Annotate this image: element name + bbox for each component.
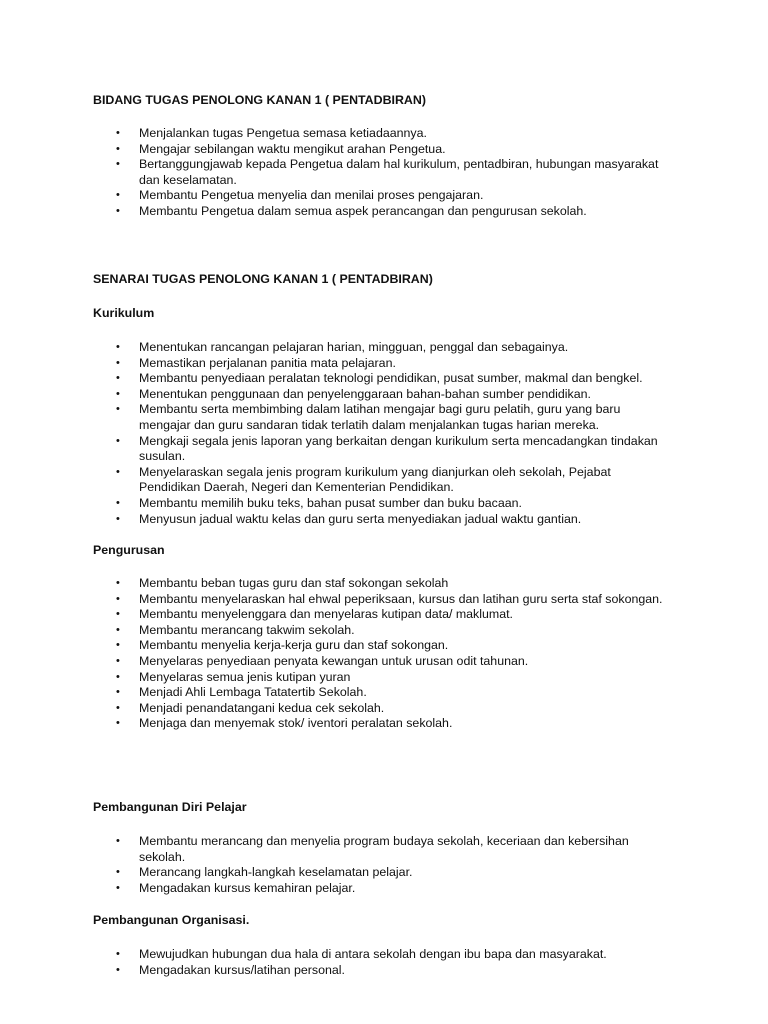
- section-heading-senarai-tugas: SENARAI TUGAS PENOLONG KANAN 1 ( PENTADBIRAN): [93, 272, 433, 286]
- list-item-text: Mengadakan kursus kemahiran pelajar.: [139, 880, 356, 895]
- list-item: [0, 716, 669, 732]
- list-item: [0, 188, 669, 204]
- bullet-icon: •: [116, 434, 120, 447]
- pembangunan-diri-pelajar-list: [0, 834, 768, 896]
- kurikulum-list: [0, 340, 768, 527]
- list-item-text: Mengajar sebilangan waktu mengikut arahan Pengetua.: [139, 141, 446, 156]
- bullet-icon: •: [116, 204, 120, 217]
- list-item: [0, 592, 669, 608]
- list-item-text: Mengkaji segala jenis laporan yang berkaitan dengan kurikulum serta mencadangkan tindakan susulan.: [139, 433, 658, 464]
- bidang-tugas-list: [0, 126, 768, 220]
- list-item: [0, 701, 669, 717]
- pembangunan-organisasi-list: [0, 947, 768, 978]
- bullet-icon: •: [116, 701, 120, 714]
- list-item: [0, 638, 669, 654]
- list-item: [0, 654, 669, 670]
- list-item: [0, 512, 669, 528]
- list-item-text: Membantu memilih buku teks, bahan pusat sumber dan buku bacaan.: [139, 495, 522, 510]
- list-item: [0, 387, 669, 403]
- bullet-icon: •: [116, 881, 120, 894]
- list-item-text: Membantu Pengetua dalam semua aspek perancangan dan pengurusan sekolah.: [139, 203, 587, 218]
- list-item-text: Menjalankan tugas Pengetua semasa ketiadaannya.: [139, 126, 427, 140]
- list-item: [0, 496, 669, 512]
- list-item: [0, 157, 669, 188]
- bullet-icon: •: [116, 127, 120, 139]
- bullet-icon: •: [116, 403, 120, 416]
- list-item-text: Membantu beban tugas guru dan staf sokongan sekolah: [139, 576, 449, 590]
- list-item: [0, 685, 669, 701]
- list-item: [0, 371, 669, 387]
- list-item: [0, 607, 669, 623]
- list-item-text: Membantu serta membimbing dalam latihan mengajar bagi guru pelatih, guru yang baru mengajar dan guru sandaran tidak terlatih dalam menjalankan tugas harian mereka.: [139, 402, 621, 432]
- list-item-text: Bertanggungjawab kepada Pengetua dalam hal kurikulum, pentadbiran, hubungan masyarakat dan keselamatan.: [139, 157, 659, 187]
- bullet-icon: •: [116, 189, 120, 202]
- bullet-icon: •: [116, 496, 120, 509]
- bullet-icon: •: [116, 577, 120, 589]
- list-item: [0, 340, 669, 356]
- bullet-icon: •: [116, 654, 120, 667]
- bullet-icon: •: [116, 158, 120, 171]
- list-item-text: Membantu penyediaan peralatan teknologi pendidikan, pusat sumber, makmal dan bengkel.: [139, 371, 643, 386]
- list-item: [0, 963, 669, 979]
- list-item: [0, 465, 669, 496]
- list-item-text: Memastikan perjalanan panitia mata pelajaran.: [139, 355, 396, 370]
- bullet-icon: •: [116, 686, 120, 699]
- section-heading-pembangunan-organisasi: Pembangunan Organisasi.: [93, 913, 250, 927]
- list-item-text: Menjadi Ahli Lembaga Tatatertib Sekolah.: [139, 685, 367, 700]
- bullet-icon: •: [116, 866, 120, 879]
- list-item-text: Mengadakan kursus/latihan personal.: [139, 962, 345, 977]
- list-item-text: Menentukan penggunaan dan penyelenggaraan bahan-bahan sumber pendidikan.: [139, 386, 591, 401]
- list-item: [0, 947, 669, 963]
- list-item-text: Membantu Pengetua menyelia dan menilai proses pengajaran.: [139, 188, 484, 203]
- list-item-text: Membantu merancang dan menyelia program budaya sekolah, keceriaan dan kebersihan sekolah.: [139, 834, 629, 864]
- list-item: [0, 865, 669, 881]
- bullet-icon: •: [116, 835, 120, 847]
- bullet-icon: •: [116, 592, 120, 605]
- list-item-text: Membantu menyelia kerja-kerja guru dan staf sokongan.: [139, 638, 449, 653]
- section-heading-kurikulum: Kurikulum: [93, 306, 155, 320]
- pengurusan-list: [0, 576, 768, 732]
- list-item-text: Menentukan rancangan pelajaran harian, mingguan, penggal dan sebagainya.: [139, 340, 569, 354]
- bullet-icon: •: [116, 948, 120, 960]
- list-item: [0, 142, 669, 158]
- list-item-text: Membantu merancang takwim sekolah.: [139, 622, 355, 637]
- list-item: [0, 834, 669, 865]
- list-item-text: Menyusun jadual waktu kelas dan guru serta menyediakan jadual waktu gantian.: [139, 511, 582, 526]
- list-item-text: Mewujudkan hubungan dua hala di antara sekolah dengan ibu bapa dan masyarakat.: [139, 947, 607, 961]
- bullet-icon: •: [116, 341, 120, 353]
- bullet-icon: •: [116, 465, 120, 478]
- list-item-text: Merancang langkah-langkah keselamatan pelajar.: [139, 865, 413, 880]
- bullet-icon: •: [116, 623, 120, 636]
- list-item: [0, 623, 669, 639]
- bullet-icon: •: [116, 142, 120, 155]
- list-item: [0, 434, 669, 465]
- bullet-icon: •: [116, 608, 120, 621]
- bullet-icon: •: [116, 356, 120, 369]
- list-item-text: Menjadi penandatangani kedua cek sekolah.: [139, 700, 385, 715]
- list-item: [0, 402, 669, 433]
- list-item-text: Menyelaras semua jenis kutipan yuran: [139, 669, 351, 684]
- bullet-icon: •: [116, 639, 120, 652]
- bullet-icon: •: [116, 387, 120, 400]
- list-item-text: Membantu menyelenggara dan menyelaras kutipan data/ maklumat.: [139, 607, 513, 622]
- list-item: [0, 204, 669, 220]
- list-item: [0, 126, 669, 142]
- bullet-icon: •: [116, 372, 120, 385]
- bullet-icon: •: [116, 717, 120, 730]
- section-heading-pengurusan: Pengurusan: [93, 543, 165, 557]
- section-heading-bidang-tugas: BIDANG TUGAS PENOLONG KANAN 1 ( PENTADBIRAN): [93, 93, 426, 107]
- bullet-icon: •: [116, 670, 120, 683]
- bullet-icon: •: [116, 512, 120, 525]
- list-item: [0, 576, 669, 592]
- list-item: [0, 881, 669, 897]
- list-item: [0, 670, 669, 686]
- list-item-text: Menyelaras penyediaan penyata kewangan untuk urusan odit tahunan.: [139, 653, 529, 668]
- list-item-text: Menjaga dan menyemak stok/ iventori peralatan sekolah.: [139, 716, 453, 731]
- list-item-text: Membantu menyelaraskan hal ehwal peperiksaan, kursus dan latihan guru serta staf sokongan.: [139, 591, 663, 606]
- bullet-icon: •: [116, 963, 120, 976]
- section-heading-pembangunan-diri-pelajar: Pembangunan Diri Pelajar: [93, 800, 247, 814]
- list-item-text: Menyelaraskan segala jenis program kurikulum yang dianjurkan oleh sekolah, Pejabat Pendidikan Daerah, Negeri dan Kementerian Pendidikan.: [139, 464, 611, 495]
- list-item: [0, 356, 669, 372]
